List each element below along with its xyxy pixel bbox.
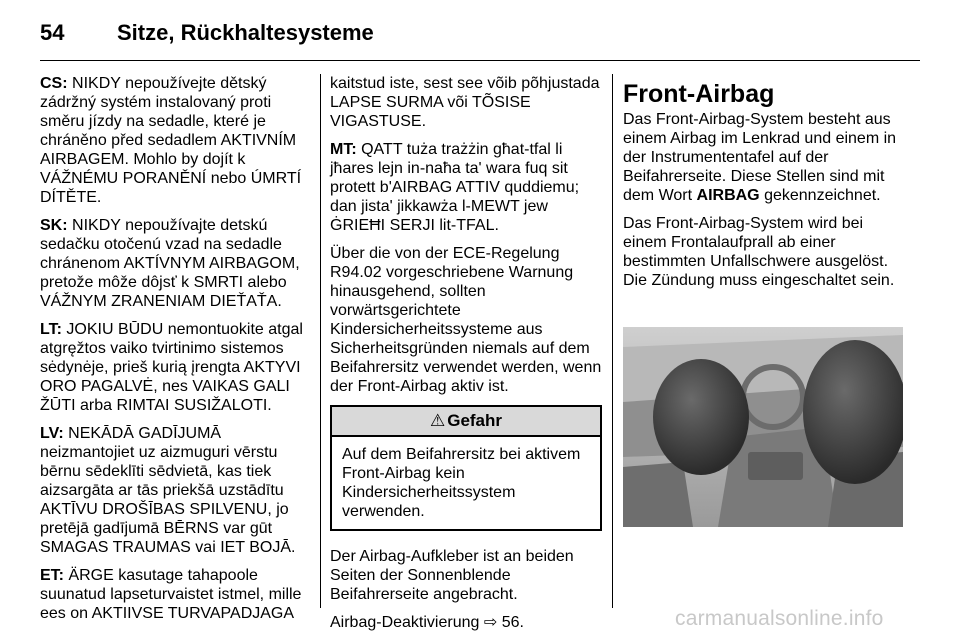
warning-text: JOKIU BŪDU nemontuokite atgal atgręžtos vaiko tvirtinimo sistemos sėdynėje, prieš kurią įrengta AKTYVI ORO PAGALVĖ, nes VAIKAS GALI ŽŪTI arba RIMTAI SUSIŽALOTI.	[40, 321, 303, 414]
warning-paragraph-lt	[40, 320, 310, 415]
front-airbag-description: Das Front-Airbag-System besteht aus einem Airbag im Lenkrad und einem in der Instrumententafel auf der Beifahrerseite. Diese Stellen sind mit dem Wort AIRBAG gekennzeichnet.	[623, 111, 897, 204]
column-divider	[612, 74, 613, 608]
driver-airbag	[653, 359, 749, 475]
warning-paragraph-et-continued: kaitstud iste, sest see võib põhjustada LAPSE SURMA või TÕSISE VIGASTUSE.	[330, 75, 600, 130]
language-code: CS:	[40, 75, 68, 92]
warning-text: QATT tuża trażżin għat-tfal li jħares lejn in-naħa ta' wara fuq sit protett b'AIRBAG ATTIV quddiemu; dan jista' jikkawża l-MEWT jew ĠRIEĦI SERJI lit-TFAL.	[330, 141, 580, 234]
warning-paragraph-lv	[40, 424, 310, 557]
column-right	[623, 74, 905, 299]
language-code: LV:	[40, 425, 64, 442]
page-reference-arrow-icon: ⇨	[483, 614, 498, 631]
column-middle	[330, 74, 602, 641]
danger-box-title: Gefahr	[447, 411, 503, 430]
warning-paragraph-et	[40, 566, 310, 623]
warning-text: NIKDY nepoužívejte dětský zádržný systém instalovaný proti směru jízdy na sedadle, které je chráněno před sedadlem AKTIVNÍM AIRBAGEM. Mohlo by dojít k VÁŽNÉMU PORANĚNÍ nebo ÚMRTÍ DÍTĚTE.	[40, 75, 302, 206]
warning-text: NIKDY nepoužívajte detskú sedačku otočenú vzad na sedadle chránenom AKTÍVNYM AIRBAGOM, pretože môže dôjsť k SMRTI alebo VÁŽNYM ZRANENIAM DIEŤAŤA.	[40, 217, 300, 310]
reference-label: Airbag-Deaktivierung	[330, 614, 480, 631]
warning-paragraph-cs	[40, 74, 310, 207]
front-airbag-deployment: Das Front-Airbag-System wird bei einem Frontalaufprall ab einer bestimmten Unfallschwere ausgelöst. Die Zündung muss eingeschaltet sein.	[623, 215, 895, 289]
airbag-keyword: AIRBAG	[696, 187, 760, 204]
danger-box	[330, 405, 602, 531]
column-left	[40, 74, 310, 632]
warning-paragraph-mt	[330, 140, 602, 235]
header-rule	[40, 60, 920, 61]
seat-left	[623, 462, 693, 527]
airbag-illustration	[623, 327, 903, 527]
danger-box-header	[332, 407, 600, 437]
column-divider	[320, 74, 321, 608]
language-code: MT:	[330, 141, 357, 158]
warning-paragraph-sk	[40, 216, 310, 311]
danger-box-text: Auf dem Beifahrersitz bei aktivem Front-Airbag kein Kindersicherheitssystem verwenden.	[342, 446, 581, 520]
warning-text: NEKĀDĀ GADĪJUMĀ neizmantojiet uz aizmuguri vērstu bērnu sēdeklīti sēdvietā, kas tiek aizsargāta ar tās priekšā uzstādītu AKTĪVU DROŠĪBAS SPILVENU, jo pretējā gadījumā BĒRNS var gūt SMAGAS TRAUMAS vai IET BOJĀ.	[40, 425, 296, 556]
deactivation-reference	[330, 613, 602, 632]
airbag-illustration-graphic	[623, 327, 903, 527]
language-code: ET:	[40, 567, 64, 584]
sticker-paragraph: Der Airbag-Aufkleber ist an beiden Seiten der Sonnenblende Beifahrerseite angebracht.	[330, 548, 574, 603]
section-title: Sitze, Rückhaltesysteme	[117, 20, 374, 45]
reference-page: 56.	[501, 614, 524, 631]
warning-text: ÄRGE kasutage tahapoole suunatud lapseturvaistet istmel, mille ees on AKTIIVSE TURVAPADJAGA	[40, 567, 302, 622]
passenger-airbag	[803, 340, 903, 484]
page-number: 54	[40, 20, 65, 45]
warning-triangle-icon: ⚠	[429, 411, 446, 430]
watermark: carmanualsonline.info	[675, 607, 884, 630]
console-panel	[748, 452, 803, 480]
ece-regulation-paragraph: Über die von der ECE-Regelung R94.02 vorgeschriebene Warnung hinausgehend, sollten vorwärtsgerichtete Kindersicherheitssysteme aus Sicherheitsgründen niemals auf dem Beifahrersitz verwendet werden, wenn der Front-Airbag aktiv ist.	[330, 245, 602, 395]
language-code: LT:	[40, 321, 62, 338]
page-header	[40, 14, 920, 54]
language-code: SK:	[40, 217, 68, 234]
front-airbag-heading: Front-Airbag	[623, 80, 775, 108]
